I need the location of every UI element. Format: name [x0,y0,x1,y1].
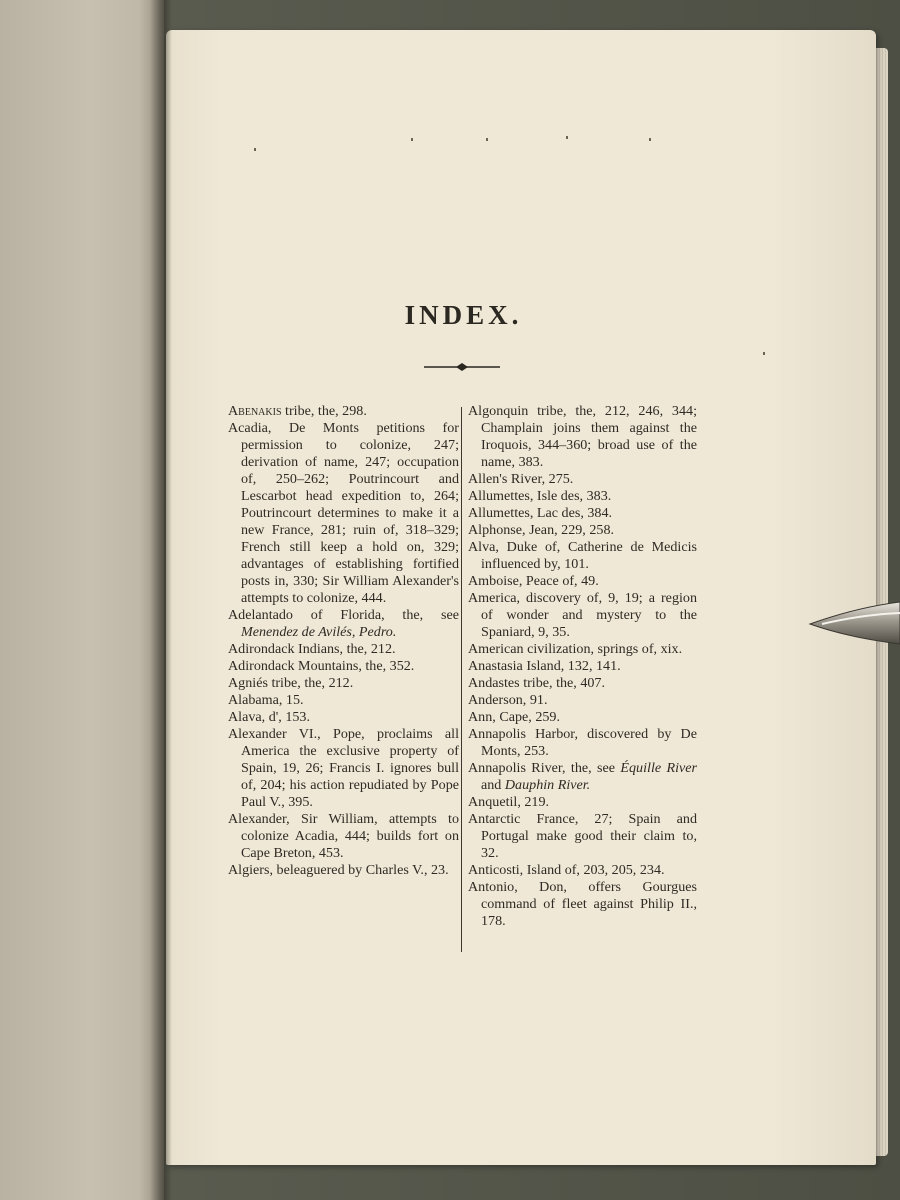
entry-pre: Annapolis River, the, see [468,760,621,776]
index-entry [228,726,459,811]
entry-text: Alexander VI., Pope, proclaims all America the exclusive property of Spain, 19, 26; Francis I. ignores bull of, 204; his action repudiated by Pope Paul V., 395. [228,726,459,810]
index-entry [468,590,697,641]
entry-text: Acadia, De Monts petitions for permission to colonize, 247; derivation of name, 247; occupation of, 250–262; Poutrincourt and Lescarbot head expedition to, 264; Poutrincourt determines to make it a new France, 281; ruin of, 318–329; French still keep a hold on, 329; advantages of establishing fortified posts in, 330; Sir William Alexander's attempts to colonize, 444. [228,420,459,606]
entry-term: Abenakis [228,403,282,419]
index-entry [228,420,459,607]
index-entry [468,726,697,760]
entry-rest: tribe, the, 298. [281,403,367,419]
entry-text: Allen's River, 275. [468,471,574,487]
index-entry [468,879,697,930]
index-entry [468,573,697,590]
entry-text: Antonio, Don, offers Gourgues command of fleet against Philip II., 178. [468,879,697,929]
index-entry [468,811,697,862]
entry-text: Anquetil, 219. [468,794,550,810]
entry-text: American civilization, springs of, xix. [468,641,683,657]
index-entry [468,692,697,709]
entry-text: Ann, Cape, 259. [468,709,560,725]
entry-ital: Menendez de Avilés, Pedro. [241,624,397,640]
index-entry [468,522,697,539]
entry-text: Alexander, Sir William, attempts to colonize Acadia, 444; builds fort on Cape Breton, 453. [228,811,459,861]
entry-text: Amboise, Peace of, 49. [468,573,599,589]
entry-text: Alava, d', 153. [228,709,310,725]
left-page [0,0,164,1200]
index-entry [468,709,697,726]
index-entry [228,607,459,641]
index-entry [468,658,697,675]
entry-text: Alphonse, Jean, 229, 258. [468,522,615,538]
index-entry [468,505,697,522]
book-gutter [150,0,172,1200]
index-entry [468,675,697,692]
index-entry [468,488,697,505]
index-entry [228,709,459,726]
index-entry [468,471,697,488]
entry-text: America, discovery of, 9, 19; a region of wonder and mystery to the Spaniard, 9, 35. [468,590,697,640]
entry-text: Algiers, beleaguered by Charles V., 23. [228,862,449,878]
entry-text: Alabama, 15. [228,692,304,708]
entry-text: Adirondack Mountains, the, 352. [228,658,415,674]
entry-ital2: Dauphin River. [504,777,591,793]
entry-text: Alva, Duke of, Catherine de Medicis influenced by, 101. [468,539,697,572]
entry-text: Annapolis Harbor, discovered by De Monts, 253. [468,726,697,759]
entry-text: Anastasia Island, 132, 141. [468,658,621,674]
column-divider [461,407,462,952]
index-entry [228,811,459,862]
entry-text: Adirondack Indians, the, 212. [228,641,396,657]
page-marker-clip [808,598,900,650]
index-entry [468,794,697,811]
index-entry [228,862,459,879]
entry-text: Anderson, 91. [468,692,548,708]
index-entry [468,403,697,471]
index-entry [468,862,697,879]
index-entry [228,675,459,692]
entry-pre: Adelantado of Florida, the, see [228,607,459,623]
entry-text: Anticosti, Island of, 203, 205, 234. [468,862,665,878]
index-entry [468,539,697,573]
title-ornament [424,360,500,374]
index-entry [468,641,697,658]
entry-text: Allumettes, Isle des, 383. [468,488,612,504]
index-entry [228,658,459,675]
index-entry [228,403,459,420]
entry-ital: Équille River [620,760,697,776]
entry-mid: and [481,777,505,793]
entry-text: Agniés tribe, the, 212. [228,675,354,691]
entry-text: Antarctic France, 27; Spain and Portugal make good their claim to, 32. [468,811,697,861]
entry-text: Algonquin tribe, the, 212, 246, 344; Champlain joins them against the Iroquois, 344–360; broad use of the name, 383. [468,403,697,470]
index-entry [228,641,459,658]
index-entry [468,760,697,794]
entry-text: Allumettes, Lac des, 384. [468,505,613,521]
index-column-right [468,403,697,930]
entry-text: Andastes tribe, the, 407. [468,675,605,691]
index-column-left [228,403,459,879]
index-entry [228,692,459,709]
page-title: INDEX. [404,300,523,330]
